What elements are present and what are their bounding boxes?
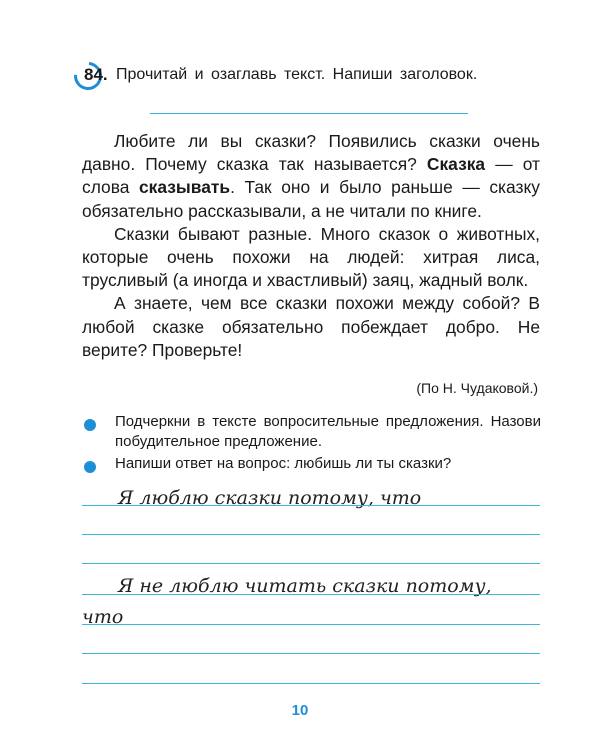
text-run: Сказки бывают разные. Много сказок о животных, которые очень похожи на людей: хитрая лиса, трусливый (а иногда и хвастливый) заяц, жадный волк. <box>82 223 540 291</box>
bullet-icon <box>84 419 96 431</box>
task-answer-question: Напиши ответ на вопрос: любишь ли ты сказки? <box>115 455 452 472</box>
text-run: Любите ли вы сказки? Появились сказки очень давно. Почему сказка так называется? <box>82 131 540 175</box>
writing-line[interactable] <box>82 683 540 684</box>
handwritten-answer-line-1: Я люблю сказки потому, что <box>118 487 422 509</box>
page-number: 10 <box>291 702 309 719</box>
story-source: (По Н. Чудаковой.) <box>416 380 538 396</box>
writing-line[interactable] <box>82 563 540 564</box>
bold-term: Сказка <box>426 154 486 175</box>
story-paragraph <box>82 130 540 223</box>
writing-line[interactable] <box>82 624 540 625</box>
text-run: — от слова <box>82 154 540 198</box>
writing-line[interactable] <box>82 653 540 654</box>
text-run: . Так оно и было раньше — сказку обязательно рассказывали, а не читали по книге. <box>82 177 540 221</box>
text-run: А знаете, чем все сказки похожи между собой? В любой сказке обязательно побеждает добро. Не верите? Проверьте! <box>82 293 540 360</box>
handwritten-answer-line-3: что <box>82 606 124 628</box>
task-number: 84. <box>84 65 108 84</box>
story-paragraph <box>82 223 540 293</box>
story-paragraph <box>82 292 540 362</box>
story-text <box>82 130 540 362</box>
task-underline-questions: Подчеркни в тексте вопросительные предложения. Назови побудительное предложение. <box>115 413 541 450</box>
title-answer-line[interactable] <box>150 113 468 114</box>
writing-line[interactable] <box>82 505 540 506</box>
task-header <box>74 62 544 92</box>
handwritten-answer-line-2: Я не люблю читать сказки потому, <box>118 575 492 597</box>
writing-line[interactable] <box>82 534 540 535</box>
task-instruction: Прочитай и озаглавь текст. Напиши заголовок. <box>116 66 478 83</box>
bold-term: сказывать <box>139 177 231 198</box>
writing-line[interactable] <box>82 594 540 595</box>
bullet-icon <box>84 461 96 473</box>
